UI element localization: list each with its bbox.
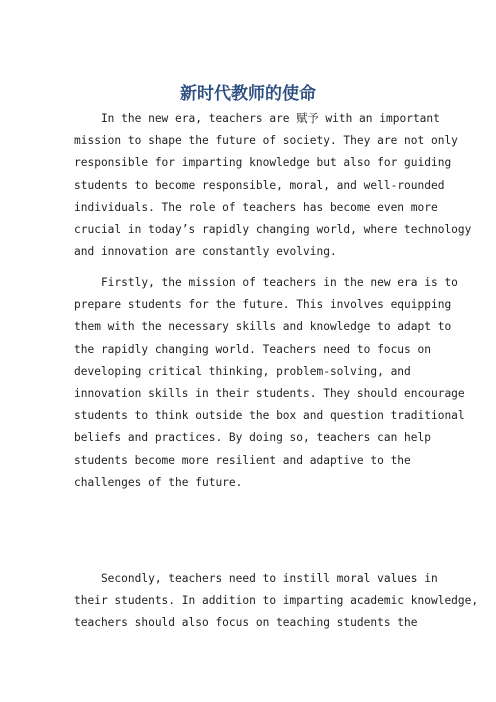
text-line: their students. In addition to imparting academic knowledge, [74, 594, 479, 608]
text-line: them with the necessary skills and knowledge to adapt to [74, 320, 452, 334]
text-line: individuals. The role of teachers has become even more [74, 200, 438, 214]
text-line: Firstly, the mission of teachers in the new era is to [74, 276, 458, 289]
text-line: prepare students for the future. This involves equipping [74, 298, 452, 312]
paragraph-1 [74, 108, 472, 263]
text-line: responsible for imparting knowledge but also for guiding [74, 156, 452, 170]
text-line: students to think outside the box and question traditional [74, 409, 465, 423]
text-line: Secondly, teachers need to instill moral values in [74, 572, 438, 585]
text-line: challenges of the future. [74, 475, 243, 489]
text-line: students become more resilient and adaptive to the [74, 453, 411, 467]
paragraph-3 [74, 568, 479, 635]
text-line: In the new era, teachers are 赋予 with an important [74, 112, 440, 125]
text-line: the rapidly changing world. Teachers need to focus on [74, 342, 431, 356]
paragraph-2 [74, 272, 465, 494]
text-line: teachers should also focus on teaching students the [74, 616, 418, 630]
text-line: and innovation are constantly evolving. [74, 245, 337, 259]
text-line: developing critical thinking, problem-solving, and [74, 364, 411, 378]
text-line: innovation skills in their students. They should encourage [74, 386, 465, 400]
text-line: beliefs and practices. By doing so, teachers can help [74, 431, 431, 445]
text-line: mission to shape the future of society. They are not only [74, 134, 458, 148]
document-title: 新时代教师的使命 [180, 84, 316, 104]
text-line: crucial in today’s rapidly changing world, where technology [74, 222, 472, 236]
text-line: students to become responsible, moral, and well-rounded [74, 178, 445, 192]
